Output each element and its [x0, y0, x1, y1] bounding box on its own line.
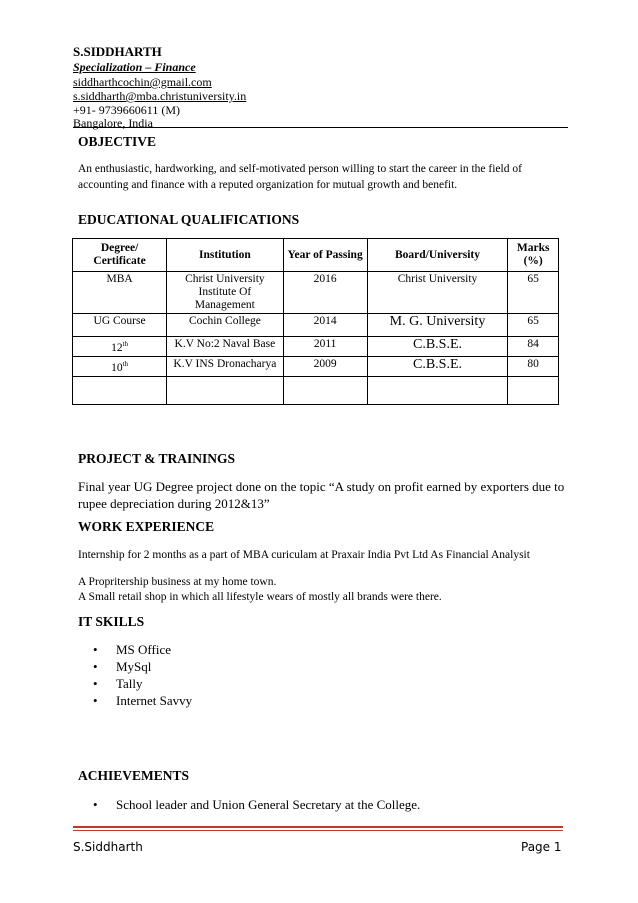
cell-marks: 80	[508, 356, 559, 376]
it-skills-heading: IT SKILLS	[78, 614, 145, 629]
list-item: • Internet Savvy	[93, 692, 192, 709]
col-header-year: Year of Passing	[283, 239, 367, 272]
col-header-degree: Degree/ Certificate	[73, 239, 167, 272]
specialization: Specialization – Finance	[73, 60, 196, 74]
location: Bangalore, India	[73, 116, 153, 130]
table-row	[73, 337, 559, 357]
cell-marks: 65	[508, 314, 559, 337]
header-divider	[73, 127, 568, 128]
objective-text: An enthusiastic, hardworking, and self-motivated person willing to start the career in the field of accounting and finance with a reputed organization for mutual growth and benefit.	[78, 163, 522, 191]
list-item: • MS Office	[93, 641, 192, 658]
project-text: Final year UG Degree project done on the topic “A study on profit earned by exporters due to rupee depreciation during 2012&13”	[78, 479, 565, 511]
list-item: • School leader and Union General Secretary at the College.	[93, 796, 420, 813]
footer-divider	[73, 826, 563, 828]
cell-degree: UG Course	[73, 314, 167, 337]
col-header-marks: Marks (%)	[508, 239, 559, 272]
col-header-institution: Institution	[167, 239, 283, 272]
cell-institution: Cochin College	[167, 314, 283, 337]
candidate-name: S.SIDDHARTH	[73, 44, 162, 59]
cell-marks: 65	[508, 272, 559, 314]
cell-board: C.B.S.E.	[367, 356, 508, 376]
footer-author: S.Siddharth	[73, 840, 143, 854]
cell-year: 2014	[283, 314, 367, 337]
project-heading: PROJECT & TRAININGS	[78, 451, 236, 466]
cell-marks: 84	[508, 337, 559, 357]
achievements-heading: ACHIEVEMENTS	[78, 768, 190, 783]
education-table	[72, 238, 559, 405]
work-line-3: A Small retail shop in which all lifestyle wears of mostly all brands were there.	[78, 591, 442, 603]
email-link-2[interactable]: s.siddharth@mba.christuniversity.in	[73, 89, 247, 103]
cell-degree: MBA	[73, 272, 167, 314]
cell-board: C.B.S.E.	[367, 337, 508, 357]
cell-institution: Christ University Institute Of Management	[167, 272, 283, 314]
cell-degree: 10th	[73, 356, 167, 376]
cell-institution: K.V INS Dronacharya	[167, 356, 283, 376]
achievements-list	[93, 796, 420, 813]
footer-divider-thin	[73, 830, 563, 831]
table-header-row	[73, 239, 559, 272]
footer-page-number: Page 1	[521, 840, 562, 854]
objective-heading: OBJECTIVE	[78, 134, 157, 149]
list-item: • Tally	[93, 675, 192, 692]
cell-institution: K.V No:2 Naval Base	[167, 337, 283, 357]
table-row	[73, 314, 559, 337]
list-item: • MySql	[93, 658, 192, 675]
phone-number: +91- 9739660611 (M)	[73, 103, 180, 117]
work-line-1: Internship for 2 months as a part of MBA curiculam at Praxair India Pvt Ltd As Financial Analysit	[78, 549, 530, 561]
cell-board: M. G. University	[367, 314, 508, 337]
work-heading: WORK EXPERIENCE	[78, 519, 215, 534]
it-skills-list	[93, 641, 192, 709]
cell-degree: 12th	[73, 337, 167, 357]
cell-year: 2011	[283, 337, 367, 357]
col-header-board: Board/University	[367, 239, 508, 272]
table-row	[73, 356, 559, 376]
work-line-2: A Propritership business at my home town.	[78, 576, 277, 588]
cell-year: 2009	[283, 356, 367, 376]
table-row-empty	[73, 376, 559, 404]
cell-year: 2016	[283, 272, 367, 314]
cell-board: Christ University	[367, 272, 508, 314]
email-link-1[interactable]: siddharthcochin@gmail.com	[73, 75, 212, 89]
table-row	[73, 272, 559, 314]
education-heading: EDUCATIONAL QUALIFICATIONS	[78, 212, 300, 227]
